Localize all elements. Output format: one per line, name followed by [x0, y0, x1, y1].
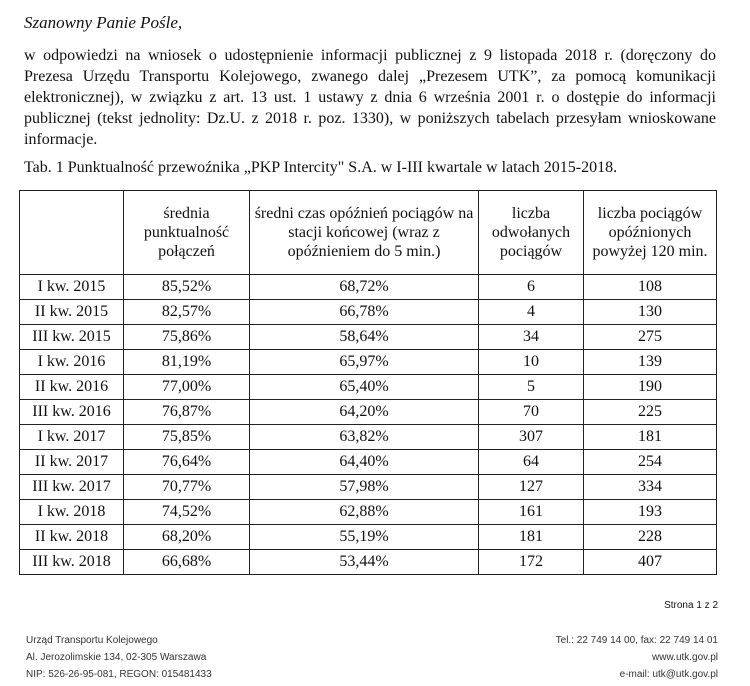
cell-punctuality: 82,57%	[124, 300, 250, 325]
cell-punctuality: 66,68%	[124, 550, 250, 575]
cell-avg-delay: 64,40%	[250, 450, 479, 475]
cell-delayed-120: 228	[584, 525, 717, 550]
cell-avg-delay: 68,72%	[250, 275, 479, 300]
cell-cancelled: 127	[479, 475, 584, 500]
cell-avg-delay: 64,20%	[250, 400, 479, 425]
page-number: Strona 1 z 2	[664, 600, 718, 611]
table-row	[20, 375, 717, 400]
cell-delayed-120: 275	[584, 325, 717, 350]
cell-cancelled: 307	[479, 425, 584, 450]
cell-cancelled: 10	[479, 350, 584, 375]
table-row	[20, 400, 717, 425]
cell-period: II kw. 2015	[20, 300, 124, 325]
cell-delayed-120: 139	[584, 350, 717, 375]
cell-punctuality: 68,20%	[124, 525, 250, 550]
cell-punctuality: 75,86%	[124, 325, 250, 350]
cell-delayed-120: 190	[584, 375, 717, 400]
cell-period: I kw. 2017	[20, 425, 124, 450]
punctuality-table	[19, 190, 717, 575]
header-punctuality: średnia punktualność połączeń	[124, 191, 250, 275]
cell-delayed-120: 108	[584, 275, 717, 300]
footer-website[interactable]: www.utk.gov.pl	[652, 652, 718, 663]
cell-avg-delay: 55,19%	[250, 525, 479, 550]
header-delayed-120: liczba pociągów opóźnionych powyżej 120 min.	[584, 191, 717, 275]
cell-cancelled: 161	[479, 500, 584, 525]
cell-avg-delay: 58,64%	[250, 325, 479, 350]
letter-body: w odpowiedzi na wniosek o udostępnienie informacji publicznej z 9 listopada 2018 r. (doręczony do Prezesa Urzędu Transportu Kolejowego, zwanego dalej „Prezesem UTK”, za pomocą komunikacji elektronicznej), w związku z art. 13 ust. 1 ustawy z dnia 6 września 2001 r. o dostępie do informacji publicznej (tekst jednolity: Dz.U. z 2018 r. poz. 1330), w poniższych tabelach przesyłam wnioskowane informacje.	[24, 47, 716, 148]
cell-avg-delay: 66,78%	[250, 300, 479, 325]
cell-cancelled: 5	[479, 375, 584, 400]
cell-delayed-120: 225	[584, 400, 717, 425]
table-row	[20, 525, 717, 550]
cell-punctuality: 81,19%	[124, 350, 250, 375]
cell-cancelled: 172	[479, 550, 584, 575]
cell-punctuality: 77,00%	[124, 375, 250, 400]
table-row	[20, 475, 717, 500]
table-row	[20, 325, 717, 350]
footer-email[interactable]: e-mail: utk@utk.gov.pl	[619, 669, 718, 680]
cell-punctuality: 75,85%	[124, 425, 250, 450]
cell-period: I kw. 2015	[20, 275, 124, 300]
table-header-row	[20, 191, 717, 275]
cell-avg-delay: 62,88%	[250, 500, 479, 525]
cell-period: III kw. 2016	[20, 400, 124, 425]
cell-avg-delay: 65,40%	[250, 375, 479, 400]
footer-tax-ids: NIP: 526-26-95-081, REGON: 015481433	[26, 669, 212, 680]
cell-delayed-120: 130	[584, 300, 717, 325]
cell-punctuality: 85,52%	[124, 275, 250, 300]
cell-cancelled: 6	[479, 275, 584, 300]
table-row	[20, 425, 717, 450]
cell-delayed-120: 254	[584, 450, 717, 475]
footer-street: Al. Jerozolimskie 134, 02-305 Warszawa	[26, 652, 207, 663]
cell-period: III kw. 2015	[20, 325, 124, 350]
table-caption: Tab. 1 Punktualność przewoźnika „PKP Intercity" S.A. w I-III kwartale w latach 2015-2018.	[24, 159, 618, 176]
cell-avg-delay: 65,97%	[250, 350, 479, 375]
table-row	[20, 450, 717, 475]
footer-org-name: Urząd Transportu Kolejowego	[26, 635, 158, 646]
cell-cancelled: 4	[479, 300, 584, 325]
cell-period: III kw. 2018	[20, 550, 124, 575]
table-row	[20, 275, 717, 300]
table-row	[20, 350, 717, 375]
letter-greeting: Szanowny Panie Pośle,	[24, 13, 183, 32]
cell-period: II kw. 2016	[20, 375, 124, 400]
footer-phone: Tel.: 22 749 14 00, fax: 22 749 14 01	[555, 635, 718, 646]
table-row	[20, 300, 717, 325]
table-row	[20, 550, 717, 575]
header-avg-delay: średni czas opóźnień pociągów na stacji końcowej (wraz z opóźnieniem do 5 min.)	[250, 191, 479, 275]
cell-punctuality: 76,64%	[124, 450, 250, 475]
cell-delayed-120: 193	[584, 500, 717, 525]
cell-delayed-120: 181	[584, 425, 717, 450]
cell-period: II kw. 2018	[20, 525, 124, 550]
cell-delayed-120: 407	[584, 550, 717, 575]
cell-period: I kw. 2016	[20, 350, 124, 375]
footer-contact	[556, 632, 718, 683]
cell-period: III kw. 2017	[20, 475, 124, 500]
cell-avg-delay: 57,98%	[250, 475, 479, 500]
table-body	[20, 275, 717, 575]
header-period	[20, 191, 124, 275]
cell-cancelled: 34	[479, 325, 584, 350]
cell-punctuality: 70,77%	[124, 475, 250, 500]
cell-cancelled: 181	[479, 525, 584, 550]
table-row	[20, 500, 717, 525]
cell-cancelled: 70	[479, 400, 584, 425]
cell-punctuality: 76,87%	[124, 400, 250, 425]
cell-period: I kw. 2018	[20, 500, 124, 525]
cell-period: II kw. 2017	[20, 450, 124, 475]
cell-avg-delay: 53,44%	[250, 550, 479, 575]
header-cancelled: liczba odwołanych pociągów	[479, 191, 584, 275]
cell-punctuality: 74,52%	[124, 500, 250, 525]
cell-cancelled: 64	[479, 450, 584, 475]
footer-address	[26, 632, 212, 683]
cell-delayed-120: 334	[584, 475, 717, 500]
cell-avg-delay: 63,82%	[250, 425, 479, 450]
